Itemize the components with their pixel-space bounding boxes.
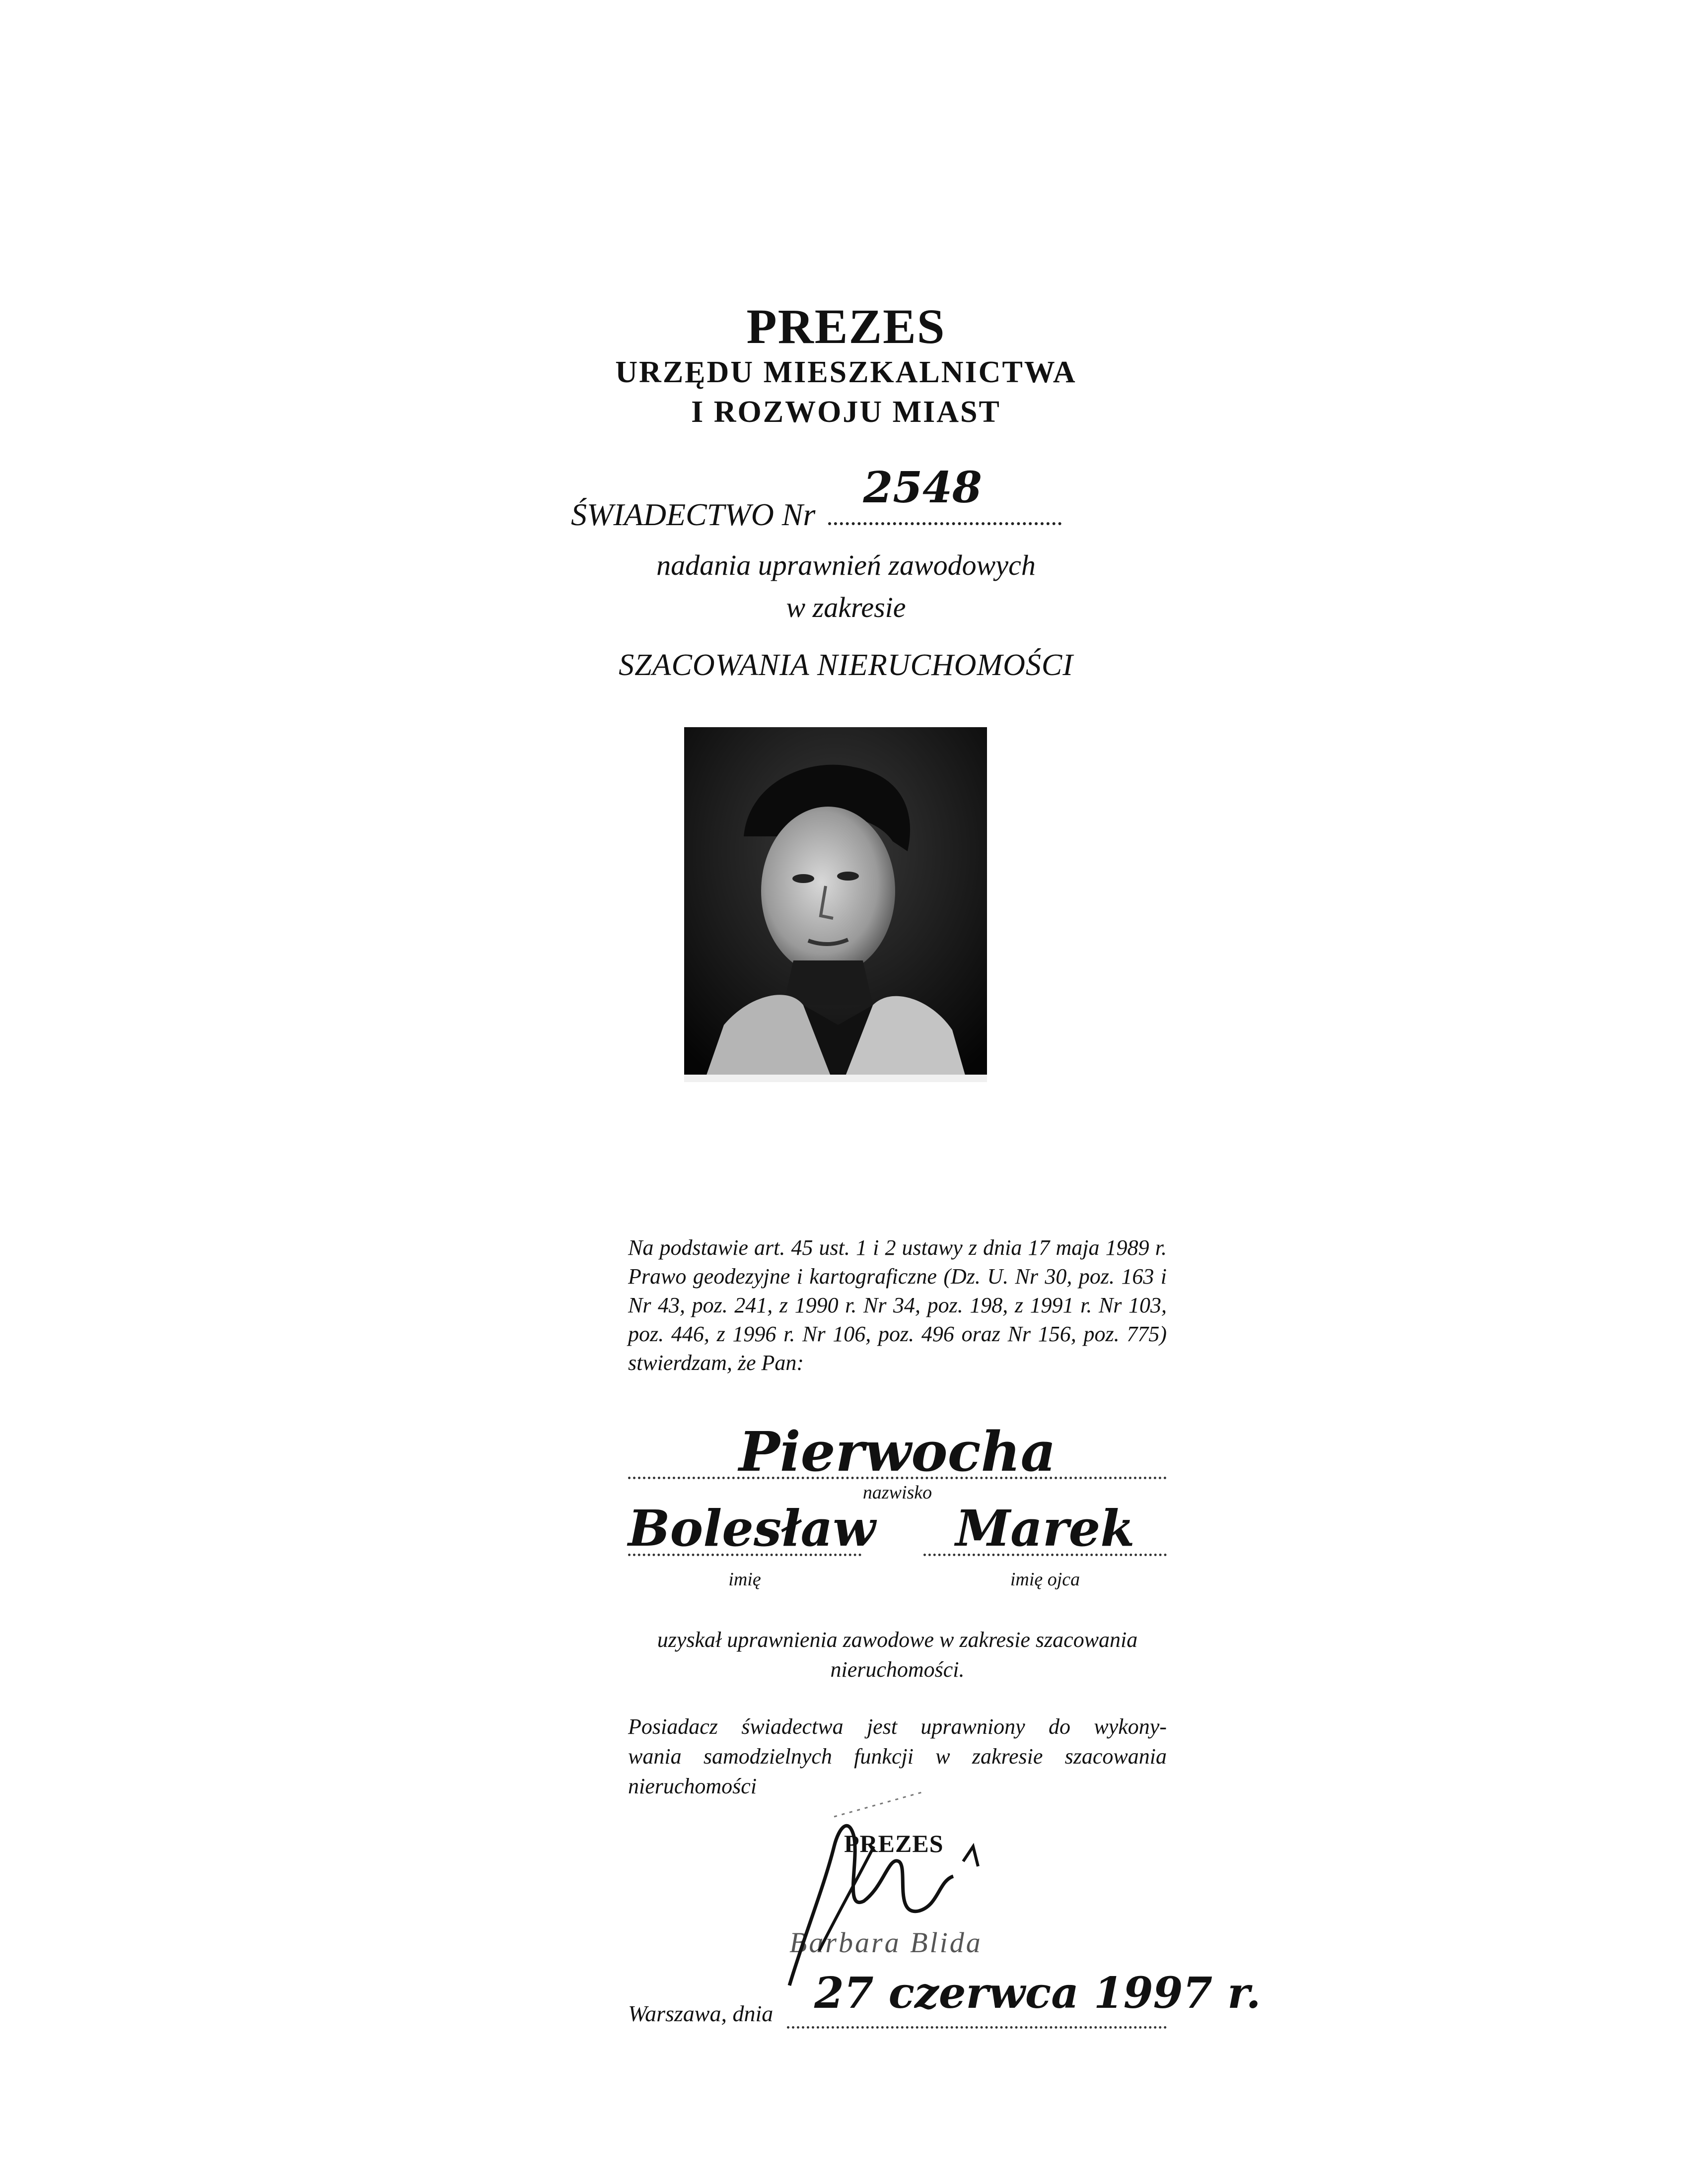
date-field-line [787,2026,1167,2029]
stamp-title: PREZES [844,1830,944,1857]
surname-label: nazwisko [862,1482,932,1503]
signature-mark [775,1787,1023,1995]
entitlement-line2: wania samodzielnych funkcji w zakresie szacowania [628,1744,1167,1769]
office-name-line2: I ROZWOJU MIAST [691,395,1001,429]
legal-basis-text: Na podstawie art. 45 ust. 1 i 2 ustawy z dnia 17 maja 1989 r. Prawo geodezyjne i kartograficzne (Dz. U. Nr 30, poz. 163 i Nr 43, poz. 241, z 1990 r. Nr 34, poz. 198, z 1991 r. Nr 103, poz. 446, z 1996 r. Nr 106, poz. 496 oraz Nr 156, poz. 775) stwierdzam, że Pan: [628,1235,1167,1375]
office-name-line1: URZĘDU MIESZKALNICTWA [615,355,1077,389]
holder-first-name: Bolesław [628,1499,876,1558]
holder-surname: Pierwocha [739,1420,1056,1484]
certificate-subtitle-line1: nadania uprawnień zawodowych [656,549,1036,581]
father-name-field-line [923,1554,1167,1556]
place-label: Warszawa, dnia [628,2001,774,2026]
statement-line2: nieruchomości. [830,1657,965,1682]
statement-line1: uzyskał uprawnienia zawodowe w zakresie szacowania [657,1628,1138,1652]
first-name-field-line [628,1554,861,1556]
holder-father-name: Marek [955,1499,1135,1558]
certificate-scope: SZACOWANIA NIERUCHOMOŚCI [619,648,1073,682]
certificate-subtitle-line2: w zakresie [786,591,906,623]
entitlement-line3: nieruchomości [628,1774,757,1798]
certificate-label: ŚWIADECTWO Nr [571,497,816,532]
surname-field-line [628,1477,1167,1479]
header-title: PREZES [746,299,946,354]
first-name-label: imię [728,1569,761,1590]
stamp-name: Barbara Blida [789,1926,983,1959]
portrait-image [684,727,987,1082]
certificate-number-line [571,463,1061,533]
certificate-number: 2548 [863,463,982,513]
issue-date: 27 czerwca 1997 r. [814,1968,1261,2018]
father-name-label: imię ojca [1010,1569,1080,1590]
certificate-number-field [828,463,1061,525]
entitlement-line1: Posiadacz świadectwa jest uprawniony do wykony- [628,1714,1167,1739]
holder-photo [684,727,987,1082]
